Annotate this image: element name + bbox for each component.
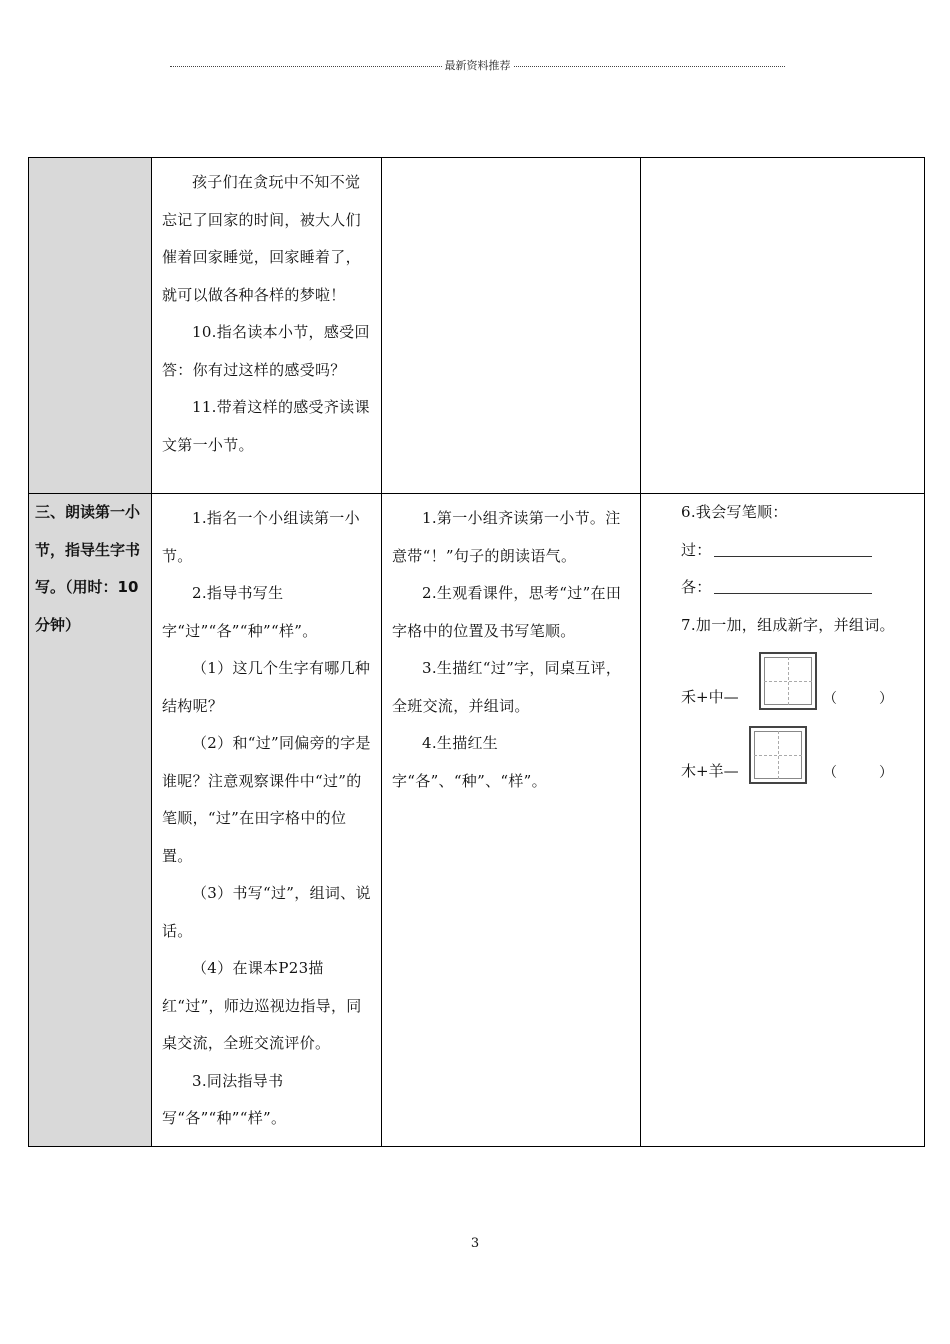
teacher-paragraph: 孩子们在贪玩中不知不觉忘记了回家的时间，被大人们催着回家睡觉，回家睡着了，就可以做各种各样的梦啦！ <box>162 173 361 304</box>
exercise-q7: 7.加一加，组成新字，并组词。 <box>681 615 895 634</box>
header-text: 最新资料推荐 <box>444 59 511 72</box>
stroke-line-ge <box>681 569 914 607</box>
blank-line <box>714 542 872 557</box>
teacher-paragraph: 11.带着这样的感受齐读课文第一小节。 <box>162 398 370 454</box>
teacher-step: 2.指导书写生字“过”“各”“种”“样”。 <box>162 584 318 640</box>
combo-formula: 禾+中— <box>681 688 739 706</box>
page-header <box>170 55 785 75</box>
combo-formula: 木+羊— <box>681 762 739 780</box>
exercise-q6: 6.我会写笔顺： <box>681 503 788 521</box>
combo-he-zhong <box>641 652 924 726</box>
stroke-label: 各： <box>681 578 712 596</box>
header-dots-right <box>514 66 786 67</box>
stroke-line-guo <box>681 532 914 570</box>
stage-cell-empty <box>29 158 152 494</box>
header-dots-left <box>170 66 442 67</box>
combo-mu-yang <box>641 726 924 800</box>
exercise-cell <box>641 494 925 1147</box>
page-number: 3 <box>470 1236 480 1251</box>
lesson-table <box>28 157 925 1147</box>
teacher-step: （4）在课本P23描红“过”，师边巡视边指导，同桌交流，全班交流评价。 <box>162 959 362 1052</box>
student-step: 1.第一小组齐读第一小节。注意带“！”句子的朗读语气。 <box>392 509 621 565</box>
student-cell <box>382 494 641 1147</box>
table-row <box>29 494 925 1147</box>
student-step: 2.生观看课件，思考“过”在田字格中的位置及书写笔顺。 <box>392 584 622 640</box>
student-cell-empty <box>382 158 641 494</box>
teacher-step: （3）书写“过”，组词、说话。 <box>162 884 371 940</box>
teacher-steps <box>152 494 381 1146</box>
teacher-step: （2）和“过”同偏旁的字是谁呢？注意观察课件中“过”的笔顺，“过”在田字格中的位置。 <box>162 734 371 865</box>
stage-cell <box>29 494 152 1147</box>
exercise-cell-empty <box>641 158 925 494</box>
stroke-label: 过： <box>681 540 712 559</box>
stage-title: 三、朗读第一小节，指导生字书写。（用时：10分钟） <box>35 503 141 634</box>
answer-paren: （ ） <box>823 691 893 707</box>
teacher-paragraph: 10.指名读本小节，感受回答：你有过这样的感受吗？ <box>162 323 370 379</box>
tianzige-box <box>759 652 817 710</box>
teacher-step: （1）这几个生字有哪几种结构呢？ <box>162 659 371 715</box>
table-row <box>29 158 925 494</box>
teacher-step: 1.指名一个小组读第一小节。 <box>162 509 360 565</box>
teacher-step: 3.同法指导书写“各”“种”“样”。 <box>162 1071 287 1127</box>
tianzige-box <box>749 726 807 784</box>
answer-paren: （ ） <box>823 765 893 781</box>
student-step: 4.生描红生字“各”、“种”、“样”。 <box>392 734 547 790</box>
teacher-cell <box>152 158 382 494</box>
blank-line <box>714 579 872 594</box>
student-step: 3.生描红“过”字，同桌互评，全班交流，并组词。 <box>392 659 622 715</box>
teacher-cell <box>152 494 382 1147</box>
